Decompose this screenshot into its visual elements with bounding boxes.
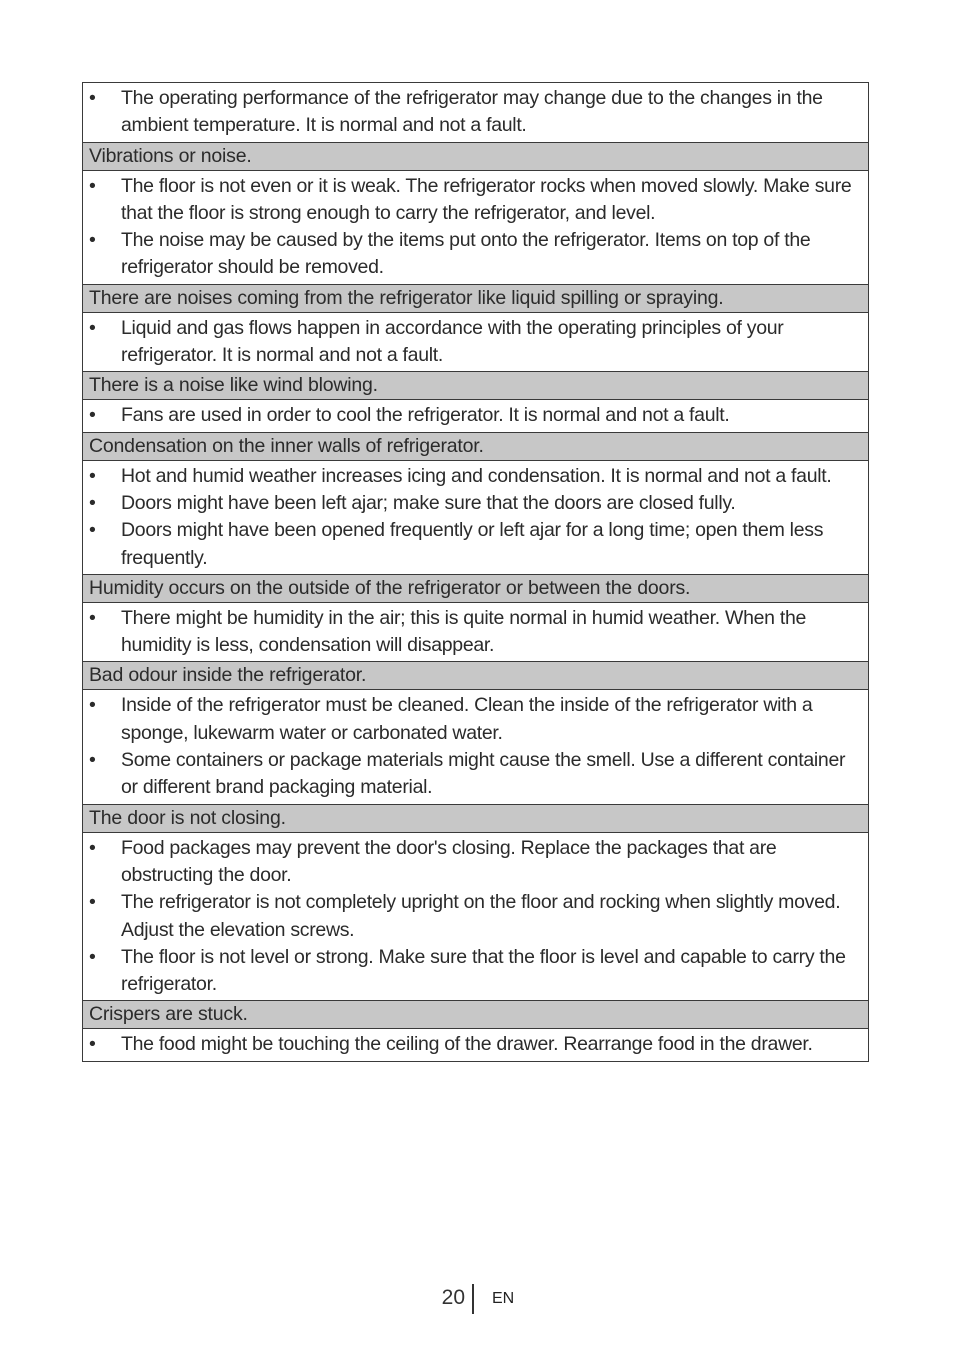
bullet-icon: • [89,694,96,717]
bullet-icon: • [89,464,96,487]
solution-text: Doors might have been opened frequently or left ajar for a long time; open them less frequently. [121,519,824,569]
solution-list [83,1029,868,1060]
footer-separator [472,1284,474,1314]
bullet-icon: • [89,87,96,109]
problem-heading: Vibrations or noise. [83,143,868,171]
bullet-icon: • [89,891,96,914]
solution-list [83,833,868,1002]
solution-item [89,85,864,140]
problem-heading: There is a noise like wind blowing. [83,372,868,400]
problem-heading: Condensation on the inner walls of refrigerator. [83,433,868,461]
problem-heading: Bad odour inside the refrigerator. [83,662,868,690]
solution-item [89,692,864,747]
page-footer [0,1284,954,1314]
solution-text: The operating performance of the refrigerator may change due to the changes in the ambient temperature. It is normal and not a fault. [121,87,823,137]
solution-list [83,83,868,143]
solution-list [83,690,868,804]
problem-heading: The door is not closing. [83,805,868,833]
solution-list [83,603,868,663]
solution-text: The noise may be caused by the items put onto the refrigerator. Items on top of the refrigerator should be removed. [121,229,811,279]
solution-text: Liquid and gas flows happen in accordance with the operating principles of your refrigerator. It is normal and not a fault. [121,316,784,367]
solution-text: Fans are used in order to cool the refrigerator. It is normal and not a fault. [121,404,730,427]
problem-heading: There are noises coming from the refrigerator like liquid spilling or spraying. [83,285,868,313]
bullet-icon: • [89,174,96,197]
bullet-icon: • [89,749,96,772]
solution-item [89,173,864,228]
solution-item [89,747,864,802]
solution-item [89,889,864,944]
solution-text: The food might be touching the ceiling of the drawer. Rearrange food in the drawer. [121,1033,813,1056]
solution-text: Some containers or package materials might cause the smell. Use a different container or different brand packaging material. [121,749,846,799]
solution-text: The floor is not level or strong. Make sure that the floor is level and capable to carry the refrigerator. [121,945,846,996]
solution-item [89,315,864,370]
solution-item [89,835,864,890]
solution-text: The floor is not even or it is weak. The refrigerator rocks when moved slowly. Make sure that the floor is strong enough to carry the refrigerator, and level. [121,174,852,224]
bullet-icon: • [89,836,96,859]
language-label: EN [492,1290,515,1307]
solution-item [89,402,864,429]
problem-heading: Crispers are stuck. [83,1001,868,1029]
bullet-icon: • [89,404,96,427]
solution-text: Inside of the refrigerator must be cleaned. Clean the inside of the refrigerator with a sponge, lukewarm water or carbonated water. [121,694,813,744]
solution-item [89,944,864,999]
solution-item [89,1031,864,1058]
solution-text: Doors might have been left ajar; make sure that the doors are closed fully. [121,491,736,514]
solution-text: Food packages may prevent the door's closing. Replace the packages that are obstructing the door. [121,836,777,886]
solution-list [83,313,868,373]
bullet-icon: • [89,519,96,542]
solution-item [89,605,864,660]
troubleshooting-table [82,82,869,1062]
solution-item [89,463,864,490]
solution-item [89,227,864,282]
page-number: 20 [441,1286,465,1309]
solution-list [83,171,868,285]
solution-list [83,400,868,432]
bullet-icon: • [89,316,96,339]
solution-item [89,490,864,517]
problem-heading: Humidity occurs on the outside of the refrigerator or between the doors. [83,575,868,603]
bullet-icon: • [89,1033,96,1056]
bullet-icon: • [89,229,96,252]
solution-text: There might be humidity in the air; this is quite normal in humid weather. When the humidity is less, condensation will disappear. [121,606,807,657]
bullet-icon: • [89,945,96,968]
solution-text: The refrigerator is not completely upright on the floor and rocking when slightly moved. Adjust the elevation screws. [121,891,841,941]
bullet-icon: • [89,491,96,514]
solution-text: Hot and humid weather increases icing and condensation. It is normal and not a fault. [121,464,832,487]
bullet-icon: • [89,606,96,629]
solution-item [89,517,864,572]
solution-list [83,461,868,575]
